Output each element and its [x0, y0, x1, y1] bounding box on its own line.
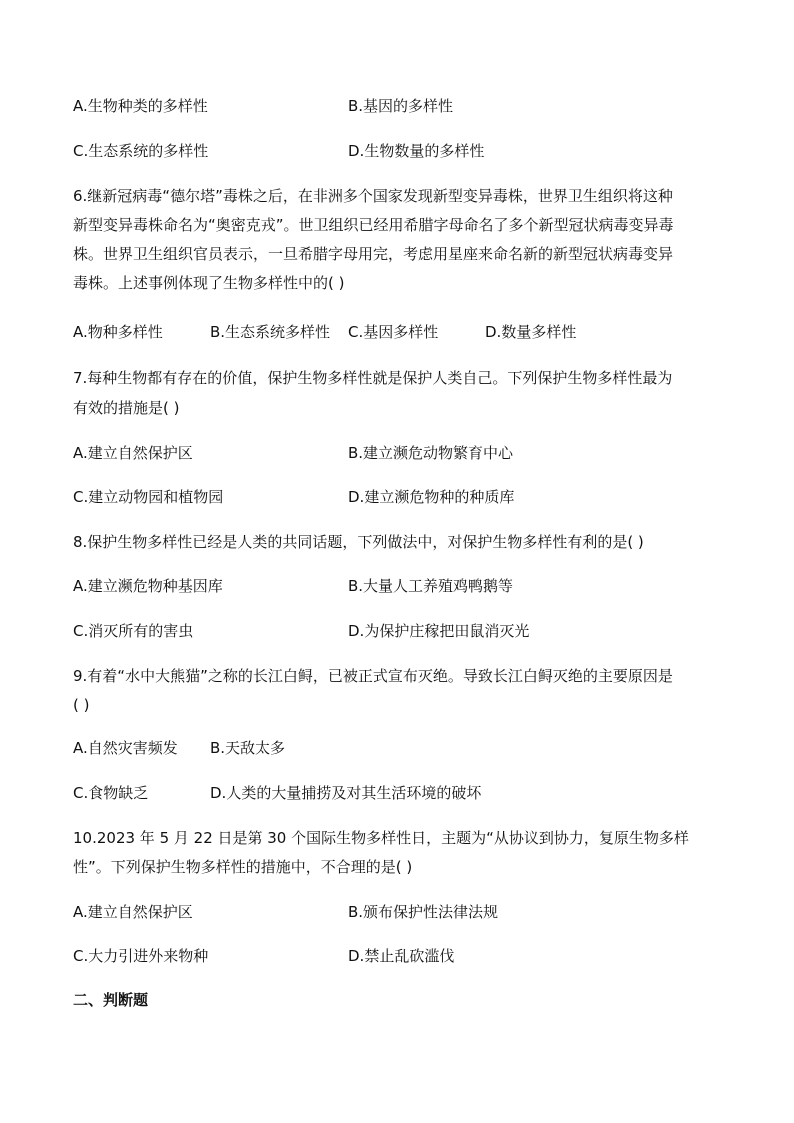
- q7-option-a: A.建立自然保护区: [73, 444, 193, 462]
- q6-option-d: D.数量多样性: [485, 323, 577, 341]
- q8-option-c: C.消灭所有的害虫: [73, 622, 194, 640]
- q7-option-b: B.建立濒危动物繁育中心: [348, 444, 514, 462]
- q6-option-c: C.基因多样性: [348, 323, 439, 341]
- q8-option-d: D.为保护庄稼把田鼠消灭光: [348, 622, 530, 640]
- q8-option-b: B.大量人工养殖鸡鸭鹅等: [348, 577, 514, 595]
- q6-option-a: A.物种多样性: [73, 323, 163, 341]
- q9-stem-line-1: 9.有着“水中大熊猫”之称的长江白鲟，已被正式宣布灭绝。导致长江白鲟灭绝的主要原因是: [73, 667, 673, 685]
- q10-stem-line-1: 10.2023 年 5 月 22 日是第 30 个国际生物多样性日，主题为“从协议到协力，复原生物多样: [73, 829, 689, 847]
- q9-option-d: D.人类的大量捕捞及对其生活环境的破坏: [210, 784, 482, 802]
- q8-stem-line-1: 8.保护生物多样性已经是人类的共同话题，下列做法中，对保护生物多样性有利的是( ): [73, 533, 644, 551]
- q9-stem-line-2: ( ): [73, 696, 90, 714]
- q7-stem-line-1: 7.每种生物都有存在的价值，保护生物多样性就是保护人类自己。下列保护生物多样性最为: [73, 369, 673, 387]
- q6-stem-line-1: 6.继新冠病毒“德尔塔”毒株之后，在非洲多个国家发现新型变异毒株，世界卫生组织将这种: [73, 187, 673, 205]
- q9-option-b: B.天敌太多: [210, 739, 286, 757]
- q5-option-a: A.生物种类的多样性: [73, 97, 208, 115]
- q10-option-b: B.颁布保护性法律法规: [348, 903, 499, 921]
- q5-option-b: B.基因的多样性: [348, 97, 454, 115]
- section-heading-judgment: 二、判断题: [73, 991, 149, 1009]
- q7-stem-line-2: 有效的措施是( ): [73, 399, 180, 417]
- q9-option-a: A.自然灾害频发: [73, 739, 178, 757]
- q5-option-c: C.生态系统的多样性: [73, 142, 209, 160]
- q5-option-d: D.生物数量的多样性: [348, 142, 485, 160]
- q10-option-d: D.禁止乱砍滥伐: [348, 947, 455, 965]
- q8-option-a: A.建立濒危物种基因库: [73, 577, 223, 595]
- q9-option-c: C.食物缺乏: [73, 784, 149, 802]
- q6-stem-line-2: 新型变异毒株命名为“奥密克戎”。世卫组织已经用希腊字母命名了多个新型冠状病毒变异毒: [73, 216, 674, 234]
- q10-stem-line-2: 性”。下列保护生物多样性的措施中，不合理的是( ): [73, 858, 413, 876]
- q7-option-c: C.建立动物园和植物园: [73, 488, 224, 506]
- q10-option-c: C.大力引进外来物种: [73, 947, 209, 965]
- q6-stem-line-3: 株。世界卫生组织官员表示，一旦希腊字母用完，考虑用星座来命名新的新型冠状病毒变异: [73, 245, 674, 263]
- q7-option-d: D.建立濒危物种的种质库: [348, 488, 515, 506]
- q6-stem-line-4: 毒株。上述事例体现了生物多样性中的( ): [73, 274, 345, 292]
- q10-option-a: A.建立自然保护区: [73, 903, 193, 921]
- q6-option-b: B.生态系统多样性: [210, 323, 331, 341]
